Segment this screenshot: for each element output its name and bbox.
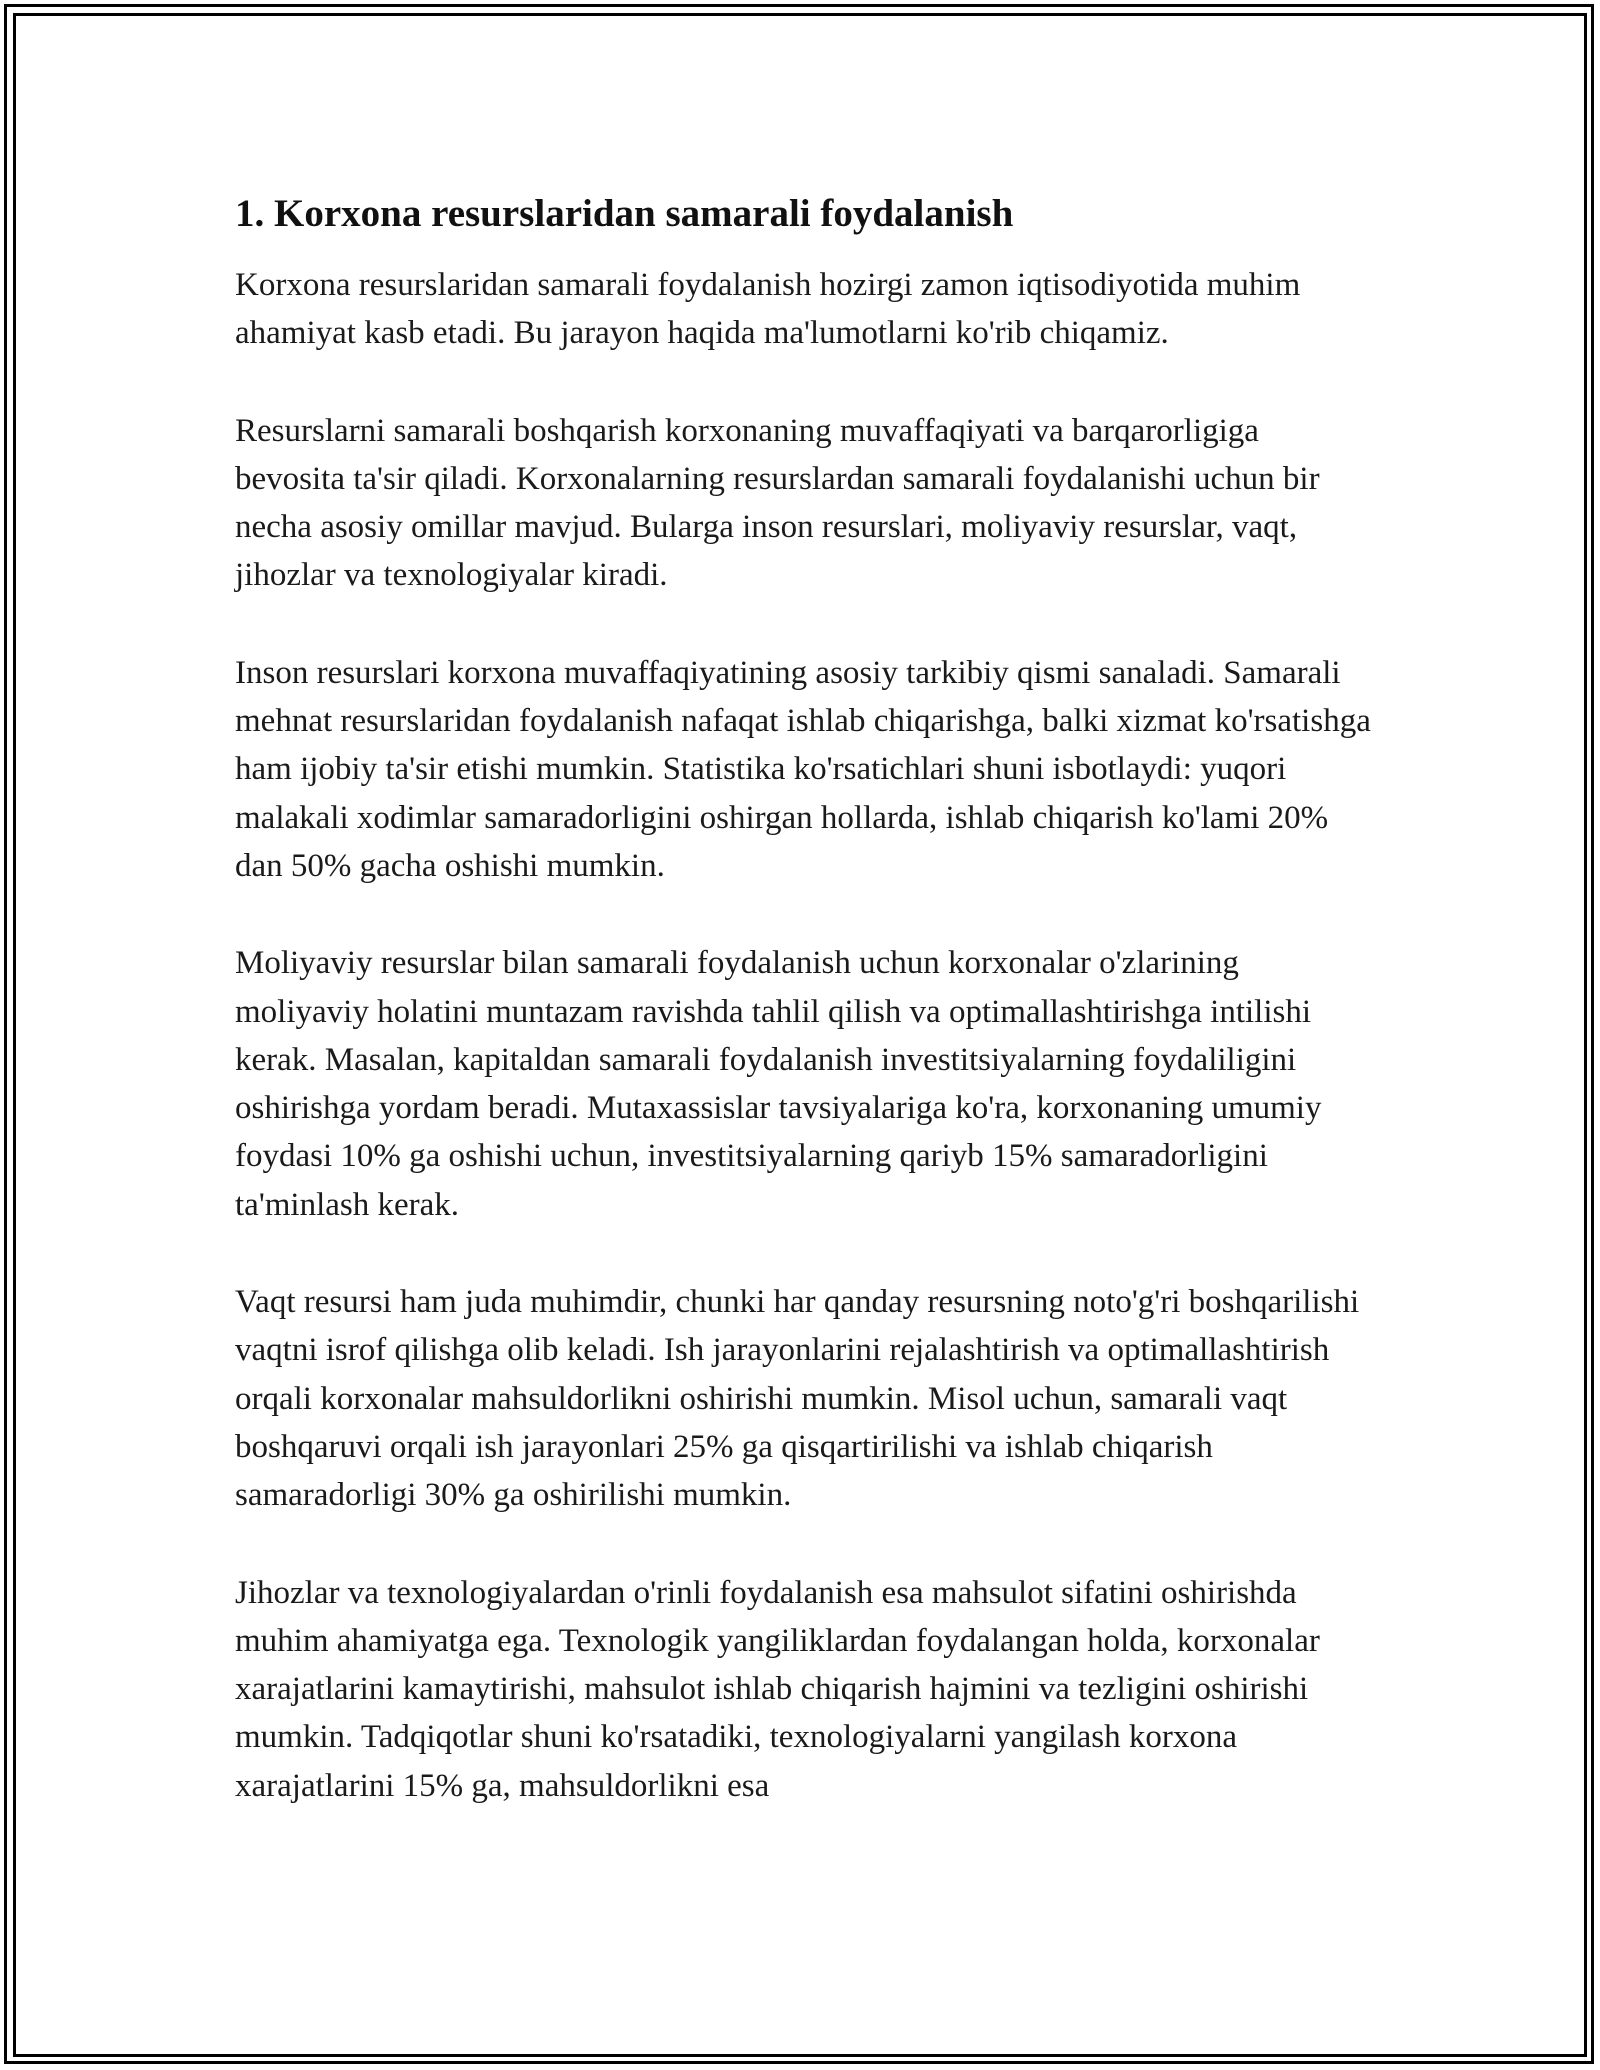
paragraph-resource-management: Resurslarni samarali boshqarish korxonaning muvaffaqiyati va barqarorligiga bevosita ta'sir qiladi. Korxonalarning resurslardan samarali foydalanishi uchun bir necha asosiy omillar mavjud. Bularga inson resurslari, moliyaviy resurslar, vaqt, jihozlar va texnologiyalar kiradi. [235, 412, 1320, 594]
paragraph-time-resource: Vaqt resursi ham juda muhimdir, chunki har qanday resursning noto'g'ri boshqarilishi vaqtni isrof qilishga olib keladi. Ish jarayonlarini rejalashtirish va optimallashtirish orqali korxonalar mahsuldorlikni oshirishi mumkin. Misol uchun, samarali vaqt boshqaruvi orqali ish jarayonlari 25% ga qisqartirilishi va ishlab chiqarish samaradorligi 30% ga oshirilishi mumkin. [235, 1284, 1360, 1514]
paragraph-intro: Korxona resurslaridan samarali foydalanish hozirgi zamon iqtisodiyotida muhim ahamiyat kasb etadi. Bu jarayon haqida ma'lumotlarni ko'rib chiqamiz. [235, 267, 1301, 352]
document-content [235, 188, 1375, 1859]
paragraph-human-resources: Inson resurslari korxona muvaffaqiyatining asosiy tarkibiy qismi sanaladi. Samarali mehnat resurslaridan foydalanish nafaqat ishlab chiqarishga, balki xizmat ko'rsatishga ham ijobiy ta'sir etishi mumkin. Statistika ko'rsatichlari shuni isbotlaydi: yuqori malakali xodimlar samaradorligini oshirgan hollarda, ishlab chiqarish ko'lami 20% dan 50% gacha oshishi mumkin. [235, 654, 1371, 884]
paragraph-financial-resources: Moliyaviy resurslar bilan samarali foydalanish uchun korxonalar o'zlarining moliyaviy holatini muntazam ravishda tahlil qilish va optimallashtirishga intilishi kerak. Masalan, kapitaldan samarali foydalanish investitsiyalarning foydaliligini oshirishga yordam beradi. Mutaxassislar tavsiyalariga ko'ra, korxonaning umumiy foydasi 10% ga oshishi uchun, investitsiyalarning qariyb 15% samaradorligini ta'minlash kerak. [235, 945, 1322, 1223]
paragraph-equipment-technology: Jihozlar va texnologiyalardan o'rinli foydalanish esa mahsulot sifatini oshirishda muhim ahamiyatga ega. Texnologik yangiliklardan foydalangan holda, korxonalar xarajatlarini kamaytirishi, mahsulot ishlab chiqarish hajmini va tezligini oshirishi mumkin. Tadqiqotlar shuni ko'rsatadiki, texnologiyalarni yangilash korxona xarajatlarini 15% ga, mahsuldorlikni esa [235, 1574, 1320, 1804]
document-heading: 1. Korxona resurslaridan samarali foydalanish [235, 192, 1014, 235]
